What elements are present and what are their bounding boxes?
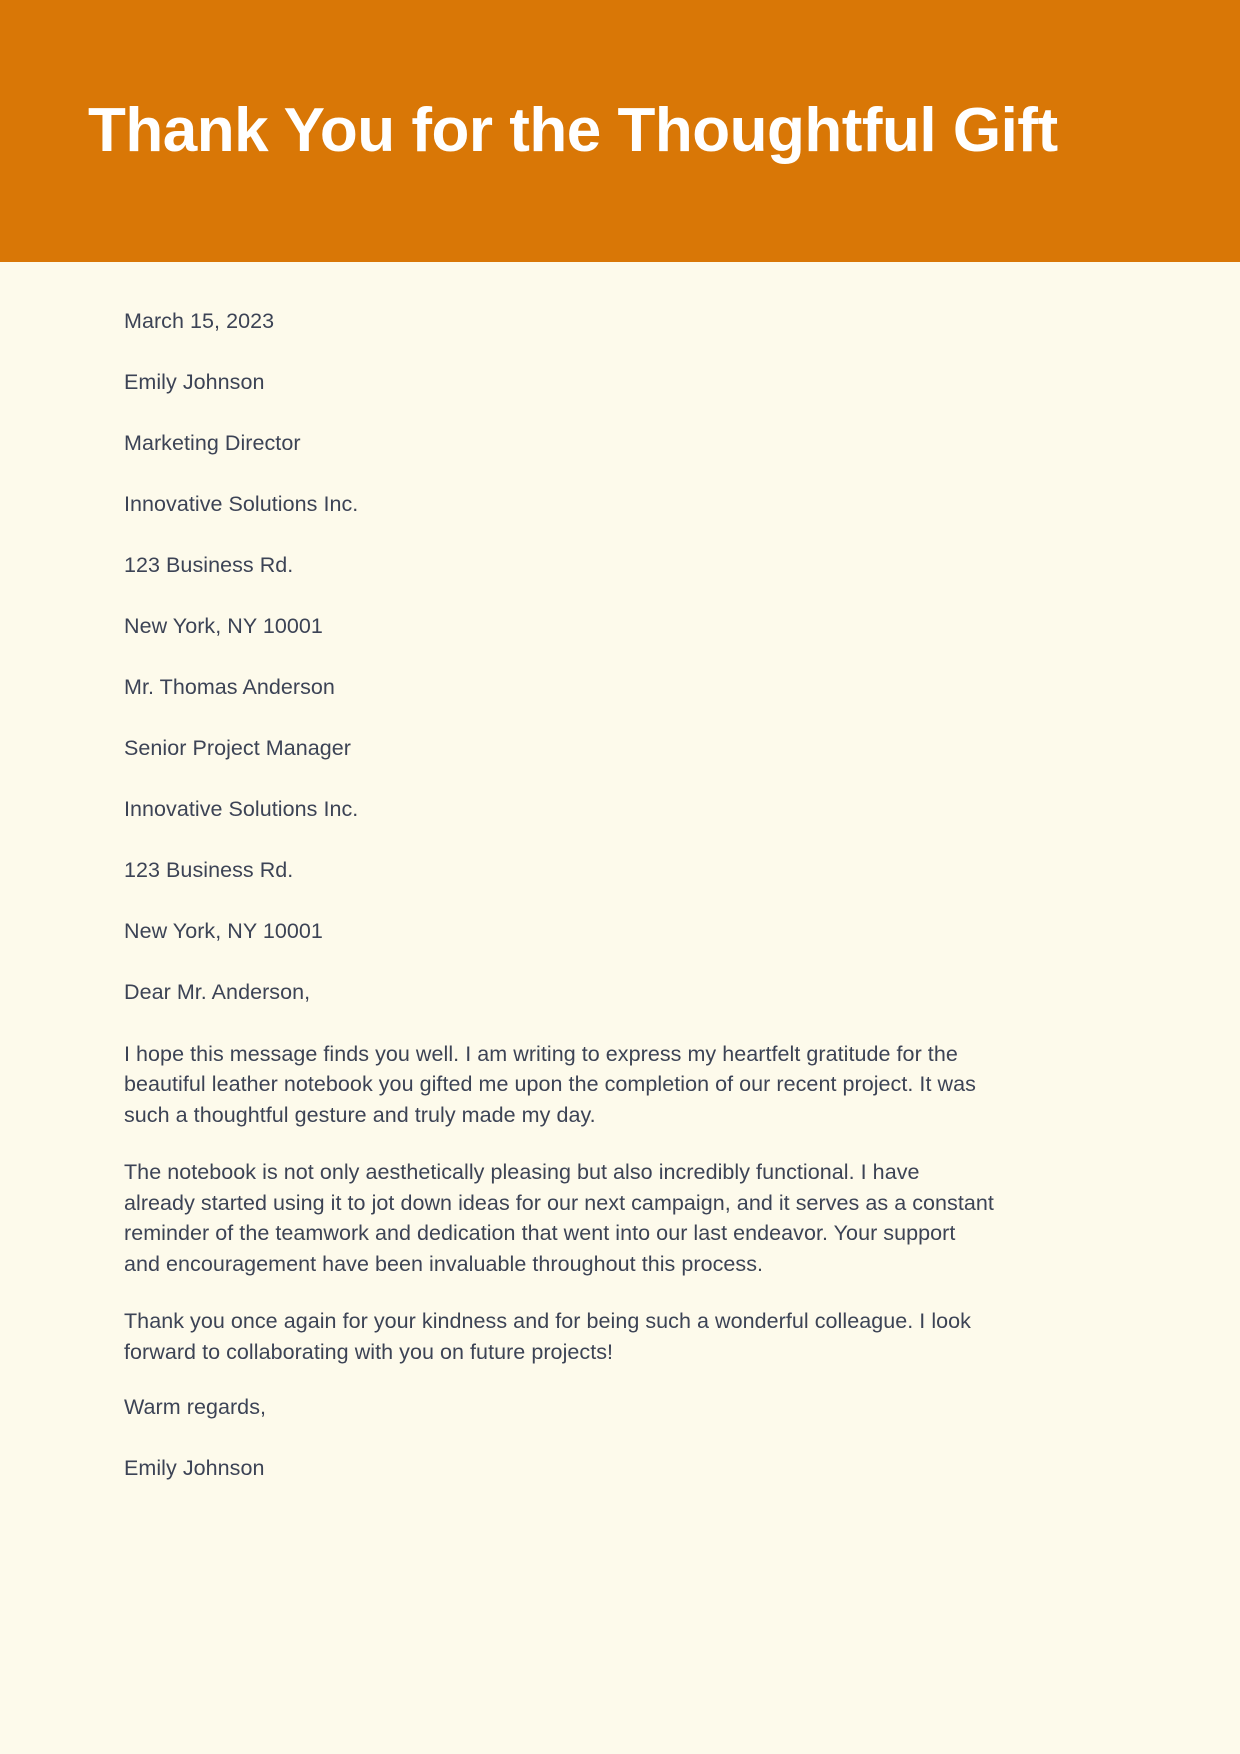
sender-company: Innovative Solutions Inc.	[124, 492, 359, 517]
recipient-street: 123 Business Rd.	[124, 858, 294, 883]
salutation: Dear Mr. Anderson,	[124, 980, 311, 1005]
signature-name: Emily Johnson	[124, 1456, 265, 1481]
sender-job-title: Marketing Director	[124, 431, 301, 456]
letter-content	[0, 262, 1240, 1523]
page-title: Thank You for the Thoughtful Gift	[88, 96, 1058, 166]
recipient-name: Mr. Thomas Anderson	[124, 675, 335, 700]
body-paragraph-2: The notebook is not only aesthetically pleasing but also incredibly functional. I have already started using it to jot down ideas for our next campaign, and it serves as a constant reminder of the teamwork and dedication that went into our last endeavor. Your support and encouragement have been invaluable throughout this process.	[124, 1160, 994, 1276]
body-paragraph-1: I hope this message finds you well. I am writing to express my heartfelt gratitude for the beautiful leather notebook you gifted me upon the completion of our recent project. It was such a thoughtful gesture and truly made my day.	[124, 1041, 976, 1127]
header-banner	[0, 0, 1240, 262]
sender-city-state-zip: New York, NY 10001	[124, 614, 323, 639]
sender-name: Emily Johnson	[124, 370, 265, 395]
body-paragraph-3: Thank you once again for your kindness and for being such a wonderful colleague. I look forward to collaborating with you on future projects!	[124, 1309, 971, 1364]
letter-date: March 15, 2023	[124, 309, 275, 333]
recipient-company: Innovative Solutions Inc.	[124, 797, 359, 822]
closing-phrase: Warm regards,	[124, 1395, 267, 1420]
recipient-job-title: Senior Project Manager	[124, 736, 351, 761]
recipient-city-state-zip: New York, NY 10001	[124, 919, 323, 944]
sender-street: 123 Business Rd.	[124, 553, 294, 578]
